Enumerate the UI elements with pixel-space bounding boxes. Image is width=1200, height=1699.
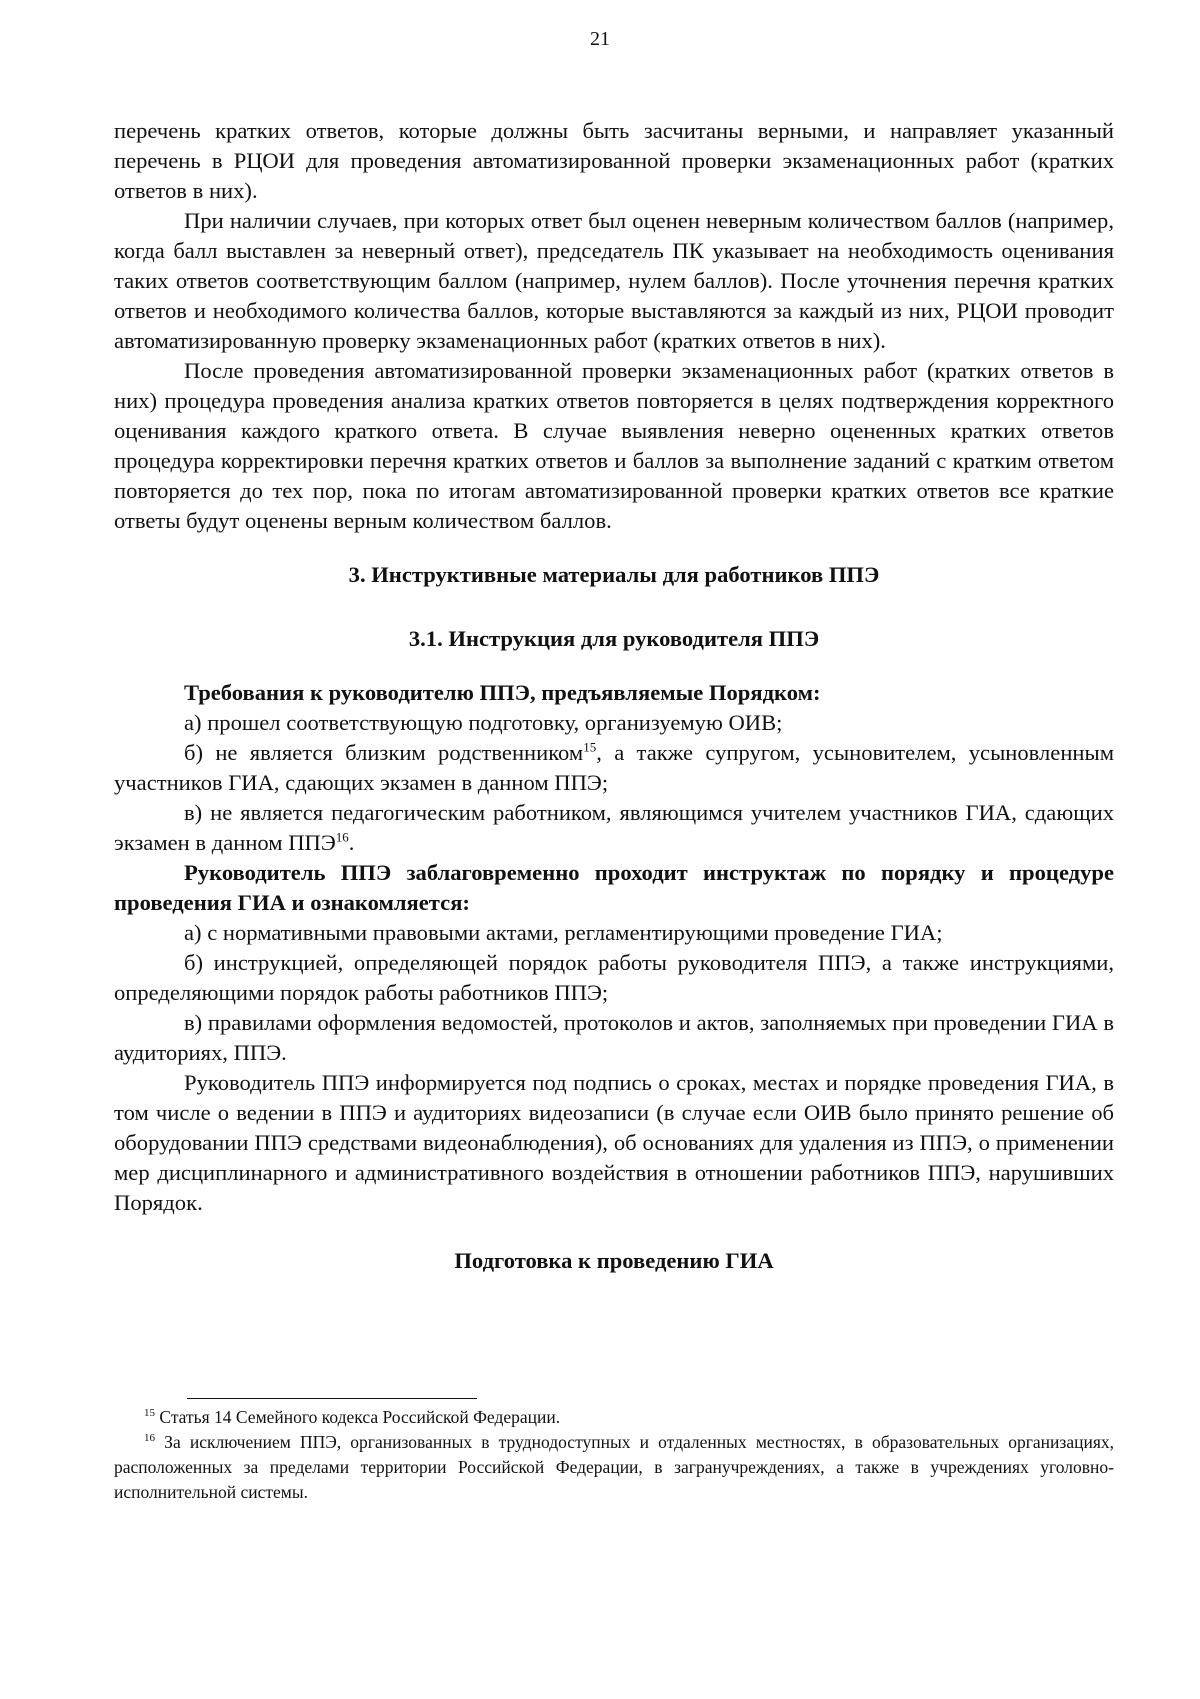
footnote-divider bbox=[187, 1398, 477, 1399]
footnote-ref-15[interactable]: 15 bbox=[583, 739, 597, 755]
requirements-heading: Требования к руководителю ППЭ, предъявляемые Порядком: bbox=[184, 680, 821, 705]
briefing-item-c: в) правилами оформления ведомостей, протоколов и актов, заполняемых при проведении ГИА в аудиториях, ППЭ. bbox=[114, 1010, 1114, 1065]
footnote-number: 16 bbox=[144, 1432, 155, 1445]
requirement-c-text: в) не является педагогическим работником, являющимся учителем участников ГИА, сдающих экзамен в данном ППЭ bbox=[114, 800, 1114, 855]
footnote-ref-16[interactable]: 16 bbox=[335, 829, 349, 845]
requirement-b-text-cont: , а также супругом, усыновителем, усыновленным участников ГИА, сдающих экзамен в данном ППЭ; bbox=[114, 740, 1114, 795]
preparation-heading: Подготовка к проведению ГИА bbox=[454, 1248, 774, 1273]
footnote-text: Статья 14 Семейного кодекса Российской Федерации. bbox=[159, 1407, 561, 1427]
paragraph-incorrect-scores: При наличии случаев, при которых ответ был оценен неверным количеством баллов (например, когда балл выставлен за неверный ответ), председатель ПК указывает на необходимость оценивания таких ответов соответствующим баллом (например, нулем баллов). После уточнения перечня кратких ответов и необходимого количества баллов, которые выставляются за каждый из них, РЦОИ проводит автоматизированную проверку экзаменационных работ (кратких ответов в них). bbox=[114, 208, 1114, 353]
requirement-c-text-end: . bbox=[348, 830, 355, 855]
paragraph-informed: Руководитель ППЭ информируется под подпись о сроках, местах и порядке проведения ГИА, в том числе о ведении в ППЭ и аудиториях видеозаписи (в случае если ОИВ было принято решение об оборудовании ППЭ средствами видеонаблюдения), об основаниях для удаления из ППЭ, о применении мер дисциплинарного и административного воздействия в отношении работников ППЭ, нарушивших Порядок. bbox=[114, 1070, 1114, 1215]
footnotes bbox=[114, 1405, 1114, 1505]
footnote-number: 15 bbox=[144, 1407, 155, 1420]
section-heading: 3. Инструктивные материалы для работников ППЭ bbox=[348, 562, 880, 587]
briefing-heading: Руководитель ППЭ заблаговременно проходит инструктаж по порядку и процедуре проведения ГИА и ознакомляется: bbox=[114, 860, 1114, 915]
requirement-item-a: а) прошел соответствующую подготовку, организуемую ОИВ; bbox=[184, 710, 783, 735]
briefing-item-b: б) инструкцией, определяющей порядок работы руководителя ППЭ, а также инструкциями, определяющими порядок работы работников ППЭ; bbox=[114, 950, 1114, 1005]
document-body bbox=[114, 116, 1114, 1276]
footnote-text: За исключением ППЭ, организованных в труднодоступных и отдаленных местностях, в образовательных организациях, расположенных за пределами территории Российской Федерации, в загранучреждениях, а также в учреждениях уголовно-исполнительной системы. bbox=[114, 1432, 1114, 1502]
paragraph-after-check: После проведения автоматизированной проверки экзаменационных работ (кратких ответов в них) процедура проведения анализа кратких ответов повторяется в целях подтверждения корректного оценивания каждого краткого ответа. В случае выявления неверно оцененных кратких ответов процедура корректировки перечня кратких ответов и баллов за выполнение заданий с кратким ответом повторяется до тех пор, пока по итогам автоматизированной проверки кратких ответов все краткие ответы будут оценены верным количеством баллов. bbox=[114, 358, 1114, 533]
footnote-15 bbox=[114, 1405, 1114, 1430]
paragraph-continued: перечень кратких ответов, которые должны быть засчитаны верными, и направляет указанный перечень в РЦОИ для проведения автоматизированной проверки экзаменационных работ (кратких ответов в них). bbox=[114, 118, 1114, 203]
page-number: 21 bbox=[590, 28, 610, 50]
requirement-item-b bbox=[114, 738, 1114, 798]
footnote-16 bbox=[114, 1430, 1114, 1505]
subsection-heading: 3.1. Инструкция для руководителя ППЭ bbox=[408, 626, 820, 651]
briefing-item-a: а) с нормативными правовыми актами, регламентирующими проведение ГИА; bbox=[184, 920, 943, 945]
requirement-b-text: б) не является близким родственником bbox=[184, 740, 584, 765]
requirement-item-c bbox=[114, 798, 1114, 858]
